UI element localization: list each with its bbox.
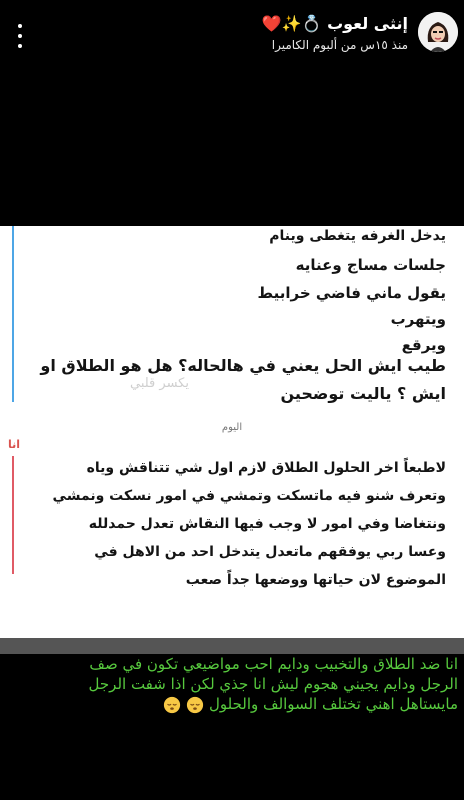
caption-line-with-emoji <box>6 694 458 714</box>
caption-line: مايستاهل اهني تختلف السوالف والحلول <box>209 695 458 713</box>
quoted-question: ايش ؟ ياليت توضحين <box>280 384 446 403</box>
reply-line: وعسا ربي يوفقهم ماتعدل يتدخل احد من الاهل في <box>94 544 446 560</box>
story-caption <box>0 654 464 800</box>
sender-label: انا <box>8 438 21 451</box>
quoted-line: ويرقع <box>401 336 446 354</box>
reply-bar <box>12 456 14 574</box>
faded-text: يكسر قلبي <box>130 376 189 391</box>
sleepy-face-icon <box>163 696 181 714</box>
story-subtitle: منذ ١٥س من ألبوم الكاميرا <box>271 38 408 52</box>
date-separator: اليوم <box>221 422 243 433</box>
quote-bar <box>12 226 14 402</box>
reply-line: الموضوع لان حياتها ووضعها جداً صعب <box>185 572 446 588</box>
reply-line: ونتغاضا وفي امور لا وجب فيها النقاش تعدل حمدلله <box>88 516 446 532</box>
more-options-icon[interactable] <box>10 24 30 48</box>
quoted-question: طيب ايش الحل يعني في هالحاله؟ هل هو الطلاق او <box>40 356 446 375</box>
caption-text <box>6 654 458 714</box>
chat-screenshot <box>0 226 464 638</box>
reply-line: وتعرف شنو فيه ماتسكت وتمشي في امور نسكت ونمشي <box>52 488 446 504</box>
divider-bar <box>0 638 464 654</box>
story-header <box>0 0 464 70</box>
caption-line: الرجل ودايم يجيني هجوم ليش انا جذي لكن اذا شفت الرجل <box>88 675 458 693</box>
quoted-line: ويتهرب <box>390 310 446 328</box>
quoted-line: جلسات مساج وعنايه <box>295 256 446 274</box>
quoted-line: يدخل الغرفه يتغطى وينام <box>269 228 446 244</box>
avatar[interactable] <box>418 12 458 52</box>
sleepy-face-icon <box>186 696 204 714</box>
story-title[interactable]: إنثى لعوب 💍✨❤️ <box>261 14 408 33</box>
caption-line: انا ضد الطلاق والتخبيب ودايم احب مواضيعي تكون في صف <box>89 655 458 673</box>
reply-line: لاطبعاً اخر الحلول الطلاق لازم اول شي تتناقش وياه <box>86 460 446 476</box>
quoted-line: يقول ماني فاضي خرابيط <box>257 284 446 302</box>
avatar-icon <box>418 12 458 52</box>
